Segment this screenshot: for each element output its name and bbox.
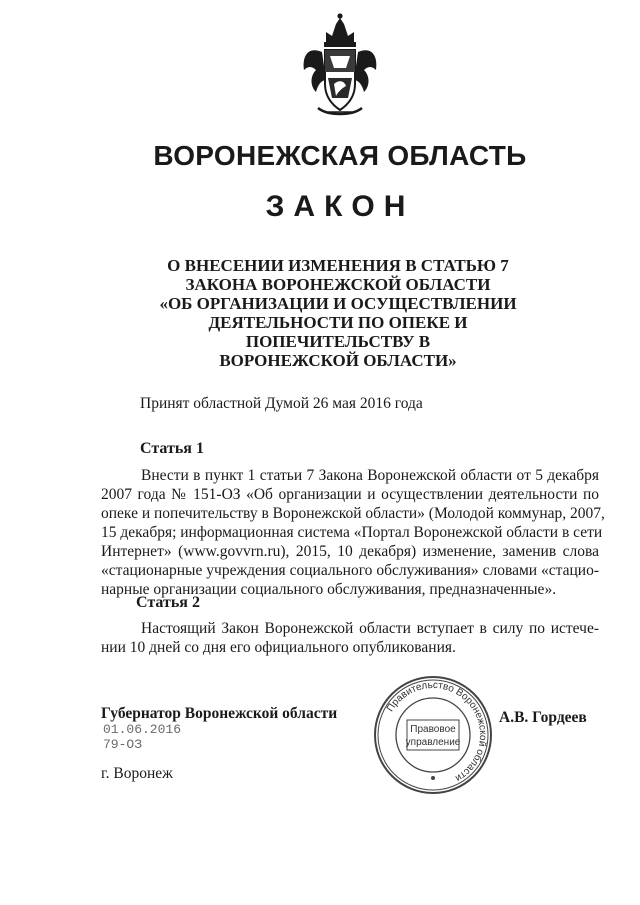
article-2-body: [101, 619, 599, 657]
article-1-body: [101, 466, 605, 599]
document-type-heading: ЗАКОН: [265, 190, 415, 223]
region-heading: ВОРОНЕЖСКАЯ ОБЛАСТЬ: [153, 140, 527, 171]
signer-name: А.В. Гордеев: [499, 709, 587, 726]
paragraph-line: 15 декабря; информационная система «Портал Воронежской области в сети: [101, 524, 603, 541]
paragraph-line: нарные организации социального обслуживания, предназначенные».: [101, 581, 557, 598]
law-title-line: ВОРОНЕЖСКОЙ ОБЛАСТИ»: [219, 351, 457, 370]
article-2-heading: Статья 2: [136, 594, 200, 611]
law-title: [140, 256, 536, 370]
seal-outer-text: Правительство Воронежской области: [385, 679, 489, 784]
paragraph-line: «стационарные учреждения социального обслуживания» словами «стацио-: [101, 562, 599, 579]
signer-title: Губернатор Воронежской области: [101, 705, 338, 722]
adoption-date-text: Принят областной Думой 26 мая 2016 года: [140, 395, 423, 412]
article-1-heading: Статья 1: [140, 440, 204, 457]
paragraph-line: 2007 года № 151-ОЗ «Об организации и осуществлении деятельности по: [101, 486, 599, 503]
law-title-line: ЗАКОНА ВОРОНЕЖСКОЙ ОБЛАСТИ: [185, 275, 491, 294]
law-title-line: ДЕЯТЕЛЬНОСТИ ПО ОПЕКЕ И: [208, 313, 468, 332]
paragraph-line: Внести в пункт 1 статьи 7 Закона Воронежской области от 5 декабря: [141, 467, 599, 484]
law-title-line: ПОПЕЧИТЕЛЬСТВУ В: [245, 332, 431, 351]
registration-number: 79-ОЗ: [103, 737, 143, 752]
paragraph-line: опеке и попечительству в Воронежской области» (Молодой коммунар, 2007,: [101, 505, 605, 522]
registration-date: 01.06.2016: [103, 722, 182, 737]
seal-stamp-icon: [372, 674, 494, 796]
signing-city: г. Воронеж: [101, 765, 173, 782]
seal-inner-line: управление: [405, 737, 461, 748]
seal-inner-line: Правовое: [410, 724, 456, 735]
law-title-line: «ОБ ОРГАНИЗАЦИИ И ОСУЩЕСТВЛЕНИИ: [159, 294, 517, 313]
coat-of-arms-icon: [298, 12, 382, 122]
paragraph-line: Настоящий Закон Воронежской области вступает в силу по истече-: [141, 620, 599, 637]
paragraph-line: нии 10 дней со дня его официального опубликования.: [101, 639, 456, 656]
law-title-line: О ВНЕСЕНИИ ИЗМЕНЕНИЯ В СТАТЬЮ 7: [167, 256, 509, 275]
paragraph-line: Интернет» (www.govvrn.ru), 2015, 10 декабря) изменение, заменив слова: [101, 543, 599, 560]
